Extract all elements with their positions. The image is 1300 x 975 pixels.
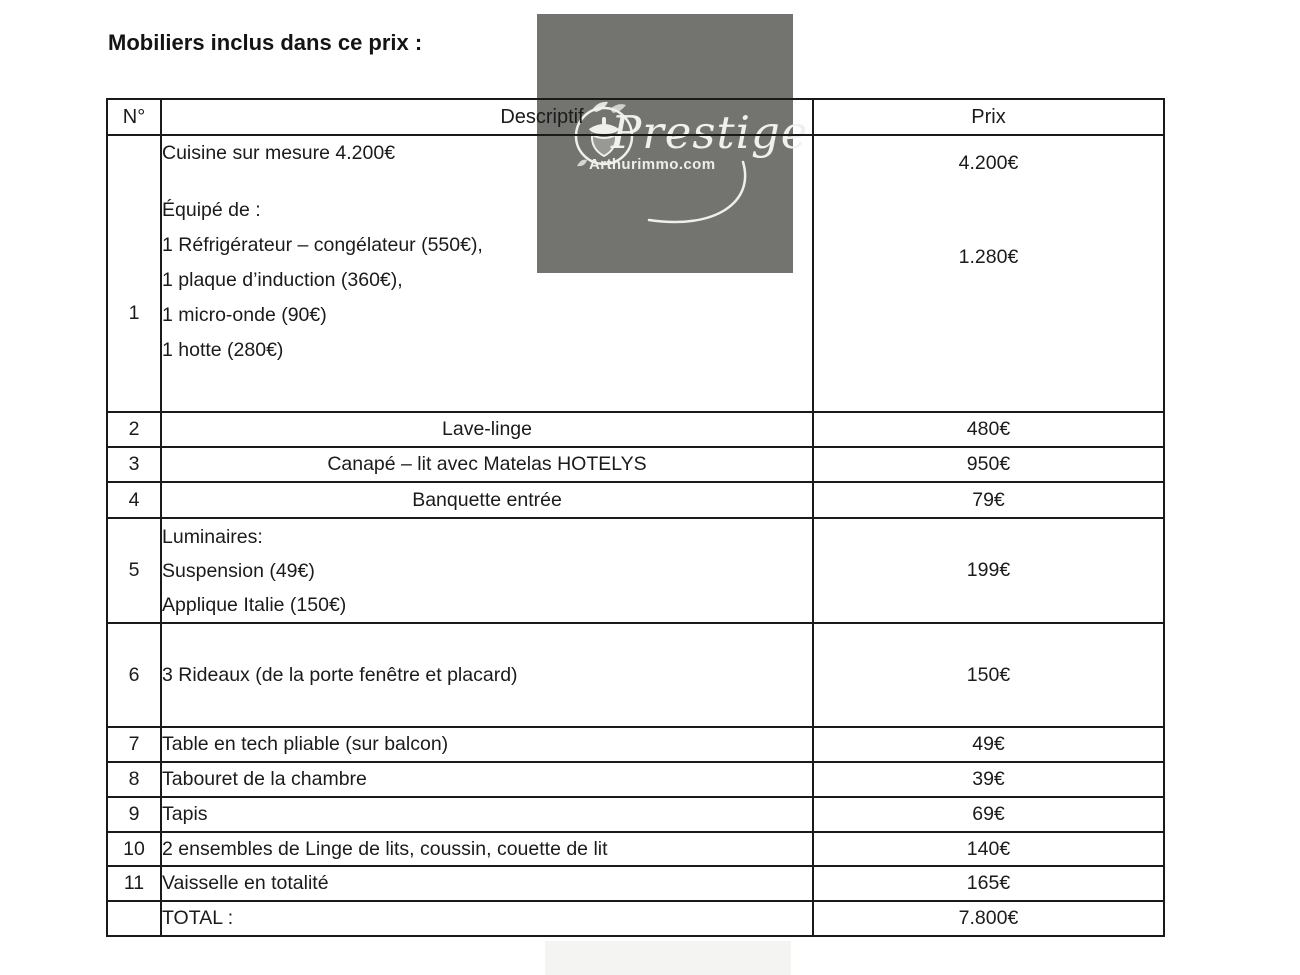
row-description-cell: Table en tech pliable (sur balcon) (161, 727, 813, 762)
row-number-cell: 10 (107, 832, 161, 866)
table-row (107, 727, 1164, 762)
table-row (107, 482, 1164, 518)
row-number-cell: 4 (107, 482, 161, 518)
row-price-cell: 480€ (813, 412, 1164, 447)
table-row (107, 832, 1164, 866)
row-price-cell: 79€ (813, 482, 1164, 518)
furniture-price-table (106, 98, 1165, 937)
total-label: TOTAL : (161, 901, 813, 936)
row-number-cell: 3 (107, 447, 161, 482)
table-row (107, 866, 1164, 901)
row-price-cell (813, 135, 1164, 412)
header-description: Descriptif (161, 99, 813, 135)
row-number-cell: 5 (107, 518, 161, 623)
table-row (107, 762, 1164, 797)
row-price-cell: 49€ (813, 727, 1164, 762)
page-title: Mobiliers inclus dans ce prix : (108, 30, 423, 55)
watermark-brand-text: Prestige (611, 106, 809, 159)
row-number-cell: 9 (107, 797, 161, 832)
row-price-cell: 165€ (813, 866, 1164, 901)
row-number-cell: 11 (107, 866, 161, 901)
row-description-cell: Vaisselle en totalité (161, 866, 813, 901)
description-line: Applique Italie (150€) (162, 593, 347, 616)
row-number-cell: 8 (107, 762, 161, 797)
description-line: 1 micro-onde (90€) (162, 304, 327, 326)
row-description-cell: 3 Rideaux (de la porte fenêtre et placard) (161, 623, 813, 727)
description-line: 1 Réfrigérateur – congélateur (550€), (162, 234, 483, 256)
row-price-cell: 950€ (813, 447, 1164, 482)
description-line: 1 hotte (280€) (162, 339, 284, 361)
price-value: 1.280€ (958, 246, 1019, 268)
row-price-cell: 199€ (813, 518, 1164, 623)
description-line: Suspension (49€) (162, 559, 315, 582)
table-row (107, 797, 1164, 832)
price-value: 4.200€ (958, 152, 1019, 174)
watermark-smudge (545, 941, 791, 975)
table-header-row (107, 99, 1164, 135)
row-description-cell: Banquette entrée (161, 482, 813, 518)
table-row (107, 412, 1164, 447)
header-price: Prix (813, 99, 1164, 135)
row-description-cell (161, 518, 813, 623)
description-line: 1 plaque d’induction (360€), (162, 269, 403, 291)
table-row (107, 447, 1164, 482)
description-line: Luminaires: (162, 525, 263, 548)
description-line: Équipé de : (162, 199, 261, 221)
description-line: Cuisine sur mesure 4.200€ (162, 142, 396, 164)
description-line (162, 171, 812, 193)
table-row (107, 518, 1164, 623)
header-number: N° (107, 99, 161, 135)
row-price-cell: 69€ (813, 797, 1164, 832)
total-number-cell (107, 901, 161, 936)
row-description-cell: Canapé – lit avec Matelas HOTELYS (161, 447, 813, 482)
total-value: 7.800€ (813, 901, 1164, 936)
table-total-row (107, 901, 1164, 936)
row-description-cell: Lave-linge (161, 412, 813, 447)
row-number-cell: 2 (107, 412, 161, 447)
row-description-cell: Tabouret de la chambre (161, 762, 813, 797)
row-description-cell: 2 ensembles de Linge de lits, coussin, couette de lit (161, 832, 813, 866)
row-price-cell: 140€ (813, 832, 1164, 866)
row-price-cell: 150€ (813, 623, 1164, 727)
row-price-cell: 39€ (813, 762, 1164, 797)
row-number-cell: 1 (107, 135, 161, 412)
table-row (107, 135, 1164, 412)
row-number-cell: 7 (107, 727, 161, 762)
row-description-cell (161, 135, 813, 412)
row-description-cell: Tapis (161, 797, 813, 832)
watermark-site-text: Arthurimmo.com (589, 156, 716, 173)
table-row (107, 623, 1164, 727)
row-number-cell: 6 (107, 623, 161, 727)
